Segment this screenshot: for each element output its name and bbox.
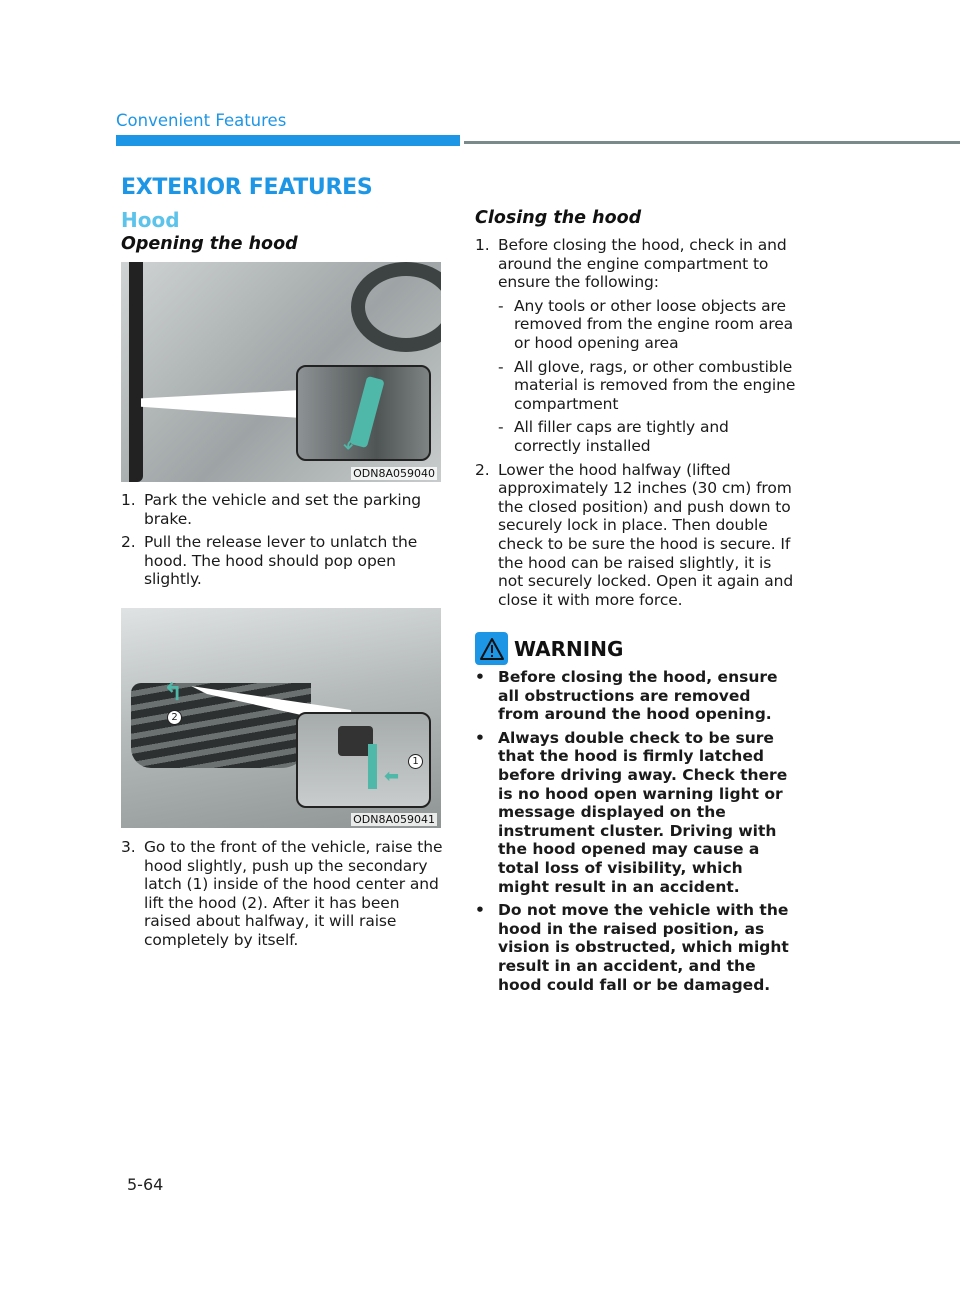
- step-text: Lower the hood halfway (lifted approximately 12 inches (30 cm) from the closed position) and push down to securely lock in place. Then double check to be sure the hood is secure. If the hood can be raised slightly, it is not securely locked. Open it again and close it with more force.: [498, 460, 794, 609]
- pull-arrow-icon: ↶: [343, 435, 362, 460]
- step-number: 1.: [475, 236, 490, 254]
- closing-steps: [475, 236, 797, 614]
- step-text: Park the vehicle and set the parking brake.: [144, 491, 422, 528]
- sub-item: - All glove, rags, or other combustible material is removed from the engine compartment: [498, 357, 796, 413]
- header-bar: [116, 135, 460, 146]
- lever-inset: [296, 365, 431, 461]
- warning-header: [475, 632, 623, 665]
- step-text: Go to the front of the vehicle, raise the hood slightly, push up the secondary latch (1) inside of the hood center and lift the hood (2). After it has been raised about halfway, it will raise completely by itself.: [144, 838, 443, 949]
- push-arrow-icon: ⬅: [384, 766, 400, 787]
- hood-release-lever-figure: [121, 262, 441, 482]
- callout-2: 2: [167, 710, 182, 725]
- warning-triangle-icon: [475, 632, 508, 665]
- step-number: 2.: [121, 533, 136, 552]
- section-header: Convenient Features: [116, 111, 287, 130]
- page-number: 5-64: [127, 1175, 164, 1194]
- step-text: Pull the release lever to unlatch the hood. The hood should pop open slightly.: [144, 533, 418, 589]
- step-item: [121, 533, 441, 589]
- warning-text: Always double check to be sure that the hood is firmly latched before driving away. Check there is no hood open warning light or message displayed on the instrument cluster. Driving with the hood opened may cause a total loss of visibility, which might result in an accident.: [498, 728, 788, 896]
- closing-heading: Closing the hood: [475, 208, 642, 228]
- step-item: [475, 236, 797, 456]
- warning-item: • Always double check to be sure that the hood is firmly latched before driving away. Check there is no hood open warning light or message displayed on the instrument cluster. Driving with the hood opened may cause a total loss of visibility, which might result in an accident.: [475, 728, 788, 896]
- callout-1: 1: [408, 754, 423, 769]
- warning-title: WARNING: [514, 636, 624, 661]
- warning-item: • Do not move the vehicle with the hood in the raised position, as vision is obstructed, which might result in an accident, and the hood could fall or be damaged.: [475, 901, 789, 994]
- door-frame: [129, 262, 143, 482]
- sub-text: All filler caps are tightly and correctly installed: [514, 418, 729, 455]
- sub-text: All glove, rags, or other combustible material is removed from the engine compartment: [514, 357, 796, 413]
- opening-steps-b: [121, 838, 443, 955]
- opening-steps-a: [121, 491, 441, 594]
- lift-arrow-icon: ↰: [163, 678, 184, 706]
- latch-inset: [296, 712, 431, 808]
- warning-text: Do not move the vehicle with the hood in the raised position, as vision is obstructed, which might result in an accident, and the hood could fall or be damaged.: [498, 901, 789, 994]
- sub-item: - All filler caps are tightly and correctly installed: [498, 418, 729, 455]
- subtitle: Hood: [121, 208, 180, 232]
- warning-item: • Before closing the hood, ensure all obstructions are removed from around the hood opening.: [475, 668, 778, 724]
- step-text: Before closing the hood, check in and around the engine compartment to ensure the following:: [498, 236, 787, 292]
- figure-code: ODN8A059040: [353, 467, 435, 480]
- steering-wheel: [351, 262, 441, 352]
- page-title: EXTERIOR FEATURES: [121, 175, 373, 200]
- step-number: 1.: [121, 491, 136, 509]
- opening-heading: Opening the hood: [121, 234, 298, 254]
- sub-item: - Any tools or other loose objects are removed from the engine room area or hood opening area: [498, 296, 794, 352]
- figure-code: ODN8A059041: [353, 813, 435, 826]
- header-rule: [464, 141, 960, 144]
- warning-list: [475, 668, 795, 999]
- step-item: [475, 461, 797, 610]
- secondary-latch: [368, 744, 377, 789]
- sub-text: Any tools or other loose objects are removed from the engine room area or hood opening area: [514, 296, 794, 352]
- warning-text: Before closing the hood, ensure all obstructions are removed from around the hood opening.: [498, 668, 778, 724]
- step-number: 3.: [121, 838, 136, 856]
- step-number: 2.: [475, 460, 490, 479]
- step-item: [121, 491, 441, 528]
- hood-latch-figure: [121, 608, 441, 828]
- callout-pointer: [141, 390, 301, 418]
- step-item: [121, 838, 443, 950]
